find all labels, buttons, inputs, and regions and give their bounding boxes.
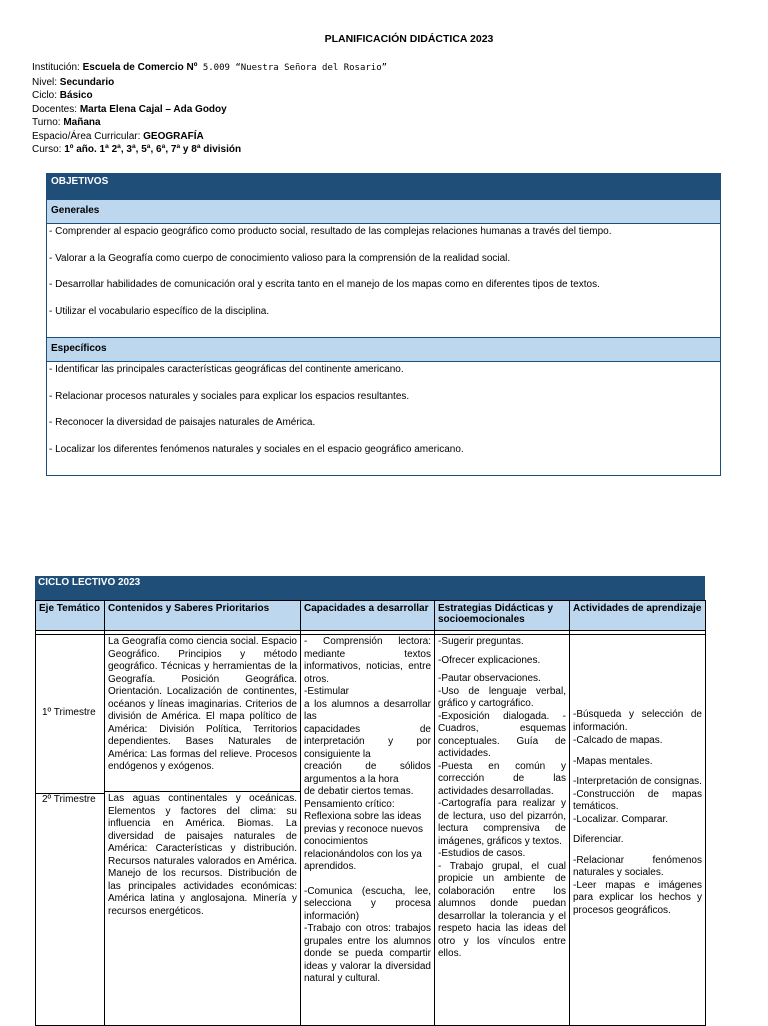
espacio-label: Espacio/Área Curricular: — [32, 130, 144, 142]
turno-value: Mañana — [63, 117, 101, 128]
column-header-estrategias: Estrategias Didácticas y socioemocionales — [435, 601, 570, 631]
espacio-value: GEOGRAFÍA — [143, 130, 204, 142]
capacidad-item: creación de sólidos argumentos a la hora — [304, 761, 431, 785]
capacidades-cell — [301, 635, 435, 1026]
capacidad-item: -Comunica (escucha, lee, selecciona y procesa información) — [304, 885, 431, 922]
capacidad-item: capacidades de interpretación y por consiguiente la — [304, 723, 431, 760]
institucion-row — [32, 61, 387, 76]
objetivos-table — [46, 173, 721, 476]
actividad-item: -Mapas mentales. — [573, 755, 653, 767]
nivel-row — [32, 76, 387, 90]
nivel-label: Nivel: — [32, 76, 60, 88]
espacio-row — [32, 130, 387, 144]
nivel-value: Secundario — [59, 76, 115, 88]
header-info — [32, 61, 387, 157]
especificos-header: Específicos — [47, 337, 720, 362]
turno-label: Turno: — [32, 117, 64, 128]
capacidad-item — [304, 874, 431, 886]
generales-list — [47, 224, 720, 337]
actividad-item: -Leer mapas e imágenes para explicar los hechos y procesos geográficos. — [573, 879, 702, 916]
capacidad-item: -Estimular — [304, 686, 350, 697]
actividad-item: -Interpretación de consignas. — [573, 776, 702, 787]
ciclo-lectivo-table — [35, 576, 705, 1026]
estrategia-item: -Puesta en común y corrección de las actividades desarrolladas. — [438, 760, 566, 797]
objetivo-especifico: - Relacionar procesos naturales y sociales para explicar los espacios resultantes. — [49, 390, 410, 402]
capacidad-item: Pensamiento crítico: Reflexiona sobre las ideas previas y reconoce nuevos conocimientos relacionándolos con los ya aprendidos. — [304, 798, 423, 872]
curso-value: 1º año. 1ª 2ª, 3ª, 5ª, 6ª, 7ª y 8ª división — [64, 144, 242, 155]
trimestre-1-label: 1º Trimestre — [42, 707, 96, 718]
contenidos-trimestre-2: Las aguas continentales y oceánicas. Elementos y factores del clima: su influencia en América. Biomas. La diversidad de paisajes naturales de América: Características y distribución. Recursos naturales valorados en América. Manejo de los recursos. Distribución de las principales actividades económicas: América latina y anglosajona. Minería y recursos energéticos. — [108, 793, 297, 917]
estrategia-item: -Sugerir preguntas. — [438, 636, 524, 647]
estrategia-item: - Trabajo grupal, el cual propicie un ambiente de colaboración entre los alumnos donde puedan desarrollar la tolerancia y el respeto hacia las ideas del otro y los vínculos entre ellos. — [438, 860, 566, 959]
institucion-rest: 5.009 “Nuestra Señora del Rosario” — [197, 63, 388, 73]
column-header-actividades: Actividades de aprendizaje — [570, 601, 706, 631]
contenidos-trimestre-1: La Geografía como ciencia social. Espacio Geográfico. Principios y método geográfico. Técnicas y herramientas de la Geografía. Posición Geográfica. Orientación. Localización de continentes, océanos y líneas imaginarias. Criterios de división de América. El mapa político de América: División Política, Territorios dependientes. Bases Naturales de América: Las formas del relieve. Procesos endógenos y exógenos. — [108, 636, 297, 772]
estrategia-item: -Ofrecer explicaciones. — [438, 654, 541, 666]
institucion-label: Institución: — [32, 62, 83, 73]
estrategia-item: -Uso de lenguaje verbal, gráfico y cartográfico. — [438, 685, 566, 709]
column-header-contenidos: Contenidos y Saberes Prioritarios — [105, 601, 301, 631]
ciclo-value: Básico — [59, 90, 93, 101]
curso-row — [32, 143, 387, 157]
actividad-item: -Construcción de mapas temáticos. — [573, 788, 702, 812]
capacidad-item: de debatir ciertos temas. — [304, 786, 414, 797]
especificos-list — [47, 362, 720, 475]
objetivo-especifico: - Reconocer la diversidad de paisajes naturales de América. — [49, 417, 316, 428]
actividad-item: Diferenciar. — [573, 834, 624, 845]
trimestre-2-label: 2º Trimestre — [42, 794, 96, 805]
objetivo-general: - Desarrollar habilidades de comunicación oral y escrita tanto en el manejo de los mapas como en diferentes tipos de textos. — [49, 279, 600, 290]
ciclo-row — [32, 89, 387, 103]
turno-row — [32, 116, 387, 130]
estrategia-item: -Exposición dialogada. -Cuadros, esquemas conceptuales. Guía de actividades. — [438, 710, 566, 759]
ciclo-label: Ciclo: — [32, 90, 60, 101]
column-header-eje: Eje Temático — [36, 601, 105, 631]
eje-cell — [36, 635, 105, 1026]
objetivos-header: OBJETIVOS — [47, 174, 720, 199]
table-row — [36, 635, 706, 1026]
capacidad-item: -Trabajo con otros: trabajos grupales entre los alumnos donde se pueda compartir ideas y valorar la diversidad natural y cultural. — [304, 923, 431, 984]
actividad-item: -Búsqueda y selección de información. — [573, 709, 702, 733]
actividad-item: -Relacionar fenómenos naturales y sociales. — [573, 854, 702, 878]
docentes-label: Docentes: — [32, 103, 80, 115]
actividad-item: -Calcado de mapas. — [573, 735, 663, 746]
contenidos-cell — [105, 635, 301, 1026]
actividades-cell — [570, 635, 706, 1026]
institucion-value: Escuela de Comercio Nº — [82, 62, 198, 73]
curso-label: Curso: — [32, 144, 65, 155]
actividad-item: -Localizar. Comparar. — [573, 813, 669, 825]
estrategia-item: -Estudios de casos. — [438, 848, 526, 859]
column-headers — [36, 601, 706, 631]
objetivo-general: - Comprender al espacio geográfico como producto social, resultado de las complejas relaciones humanas a través del tiempo. — [49, 226, 612, 237]
capacidad-item: - Comprensión lectora: mediante textos informativos, noticias, entre otros. — [304, 636, 431, 685]
objetivo-especifico: - Localizar los diferentes fenómenos naturales y sociales en el espacio geográfico americano. — [49, 443, 464, 455]
docentes-row — [32, 103, 387, 117]
estrategia-item: -Cartografía para realizar y de lectura, uso del pizarrón, lectura comprensiva de imágenes, gráficos y textos. — [438, 798, 566, 847]
estrategia-item: -Pautar observaciones. — [438, 673, 541, 684]
generales-header: Generales — [47, 199, 720, 224]
estrategias-cell — [435, 635, 570, 1026]
objetivo-general: - Valorar a la Geografía como cuerpo de conocimiento valioso para la comprensión de la realidad social. — [49, 252, 511, 264]
page-title: PLANIFICACIÓN DIDÁCTICA 2023 — [324, 33, 494, 45]
docentes-value: Marta Elena Cajal – Ada Godoy — [79, 103, 227, 115]
objetivo-general: - Utilizar el vocabulario específico de la disciplina. — [49, 305, 270, 317]
ciclo-header: CICLO LECTIVO 2023 — [35, 576, 705, 600]
planificacion-grid — [35, 600, 706, 1026]
capacidad-item: a los alumnos a desarrollar las — [304, 698, 431, 722]
column-header-capacidades: Capacidades a desarrollar — [301, 601, 435, 631]
objetivo-especifico: - Identificar las principales características geográficas del continente americano. — [49, 364, 404, 375]
